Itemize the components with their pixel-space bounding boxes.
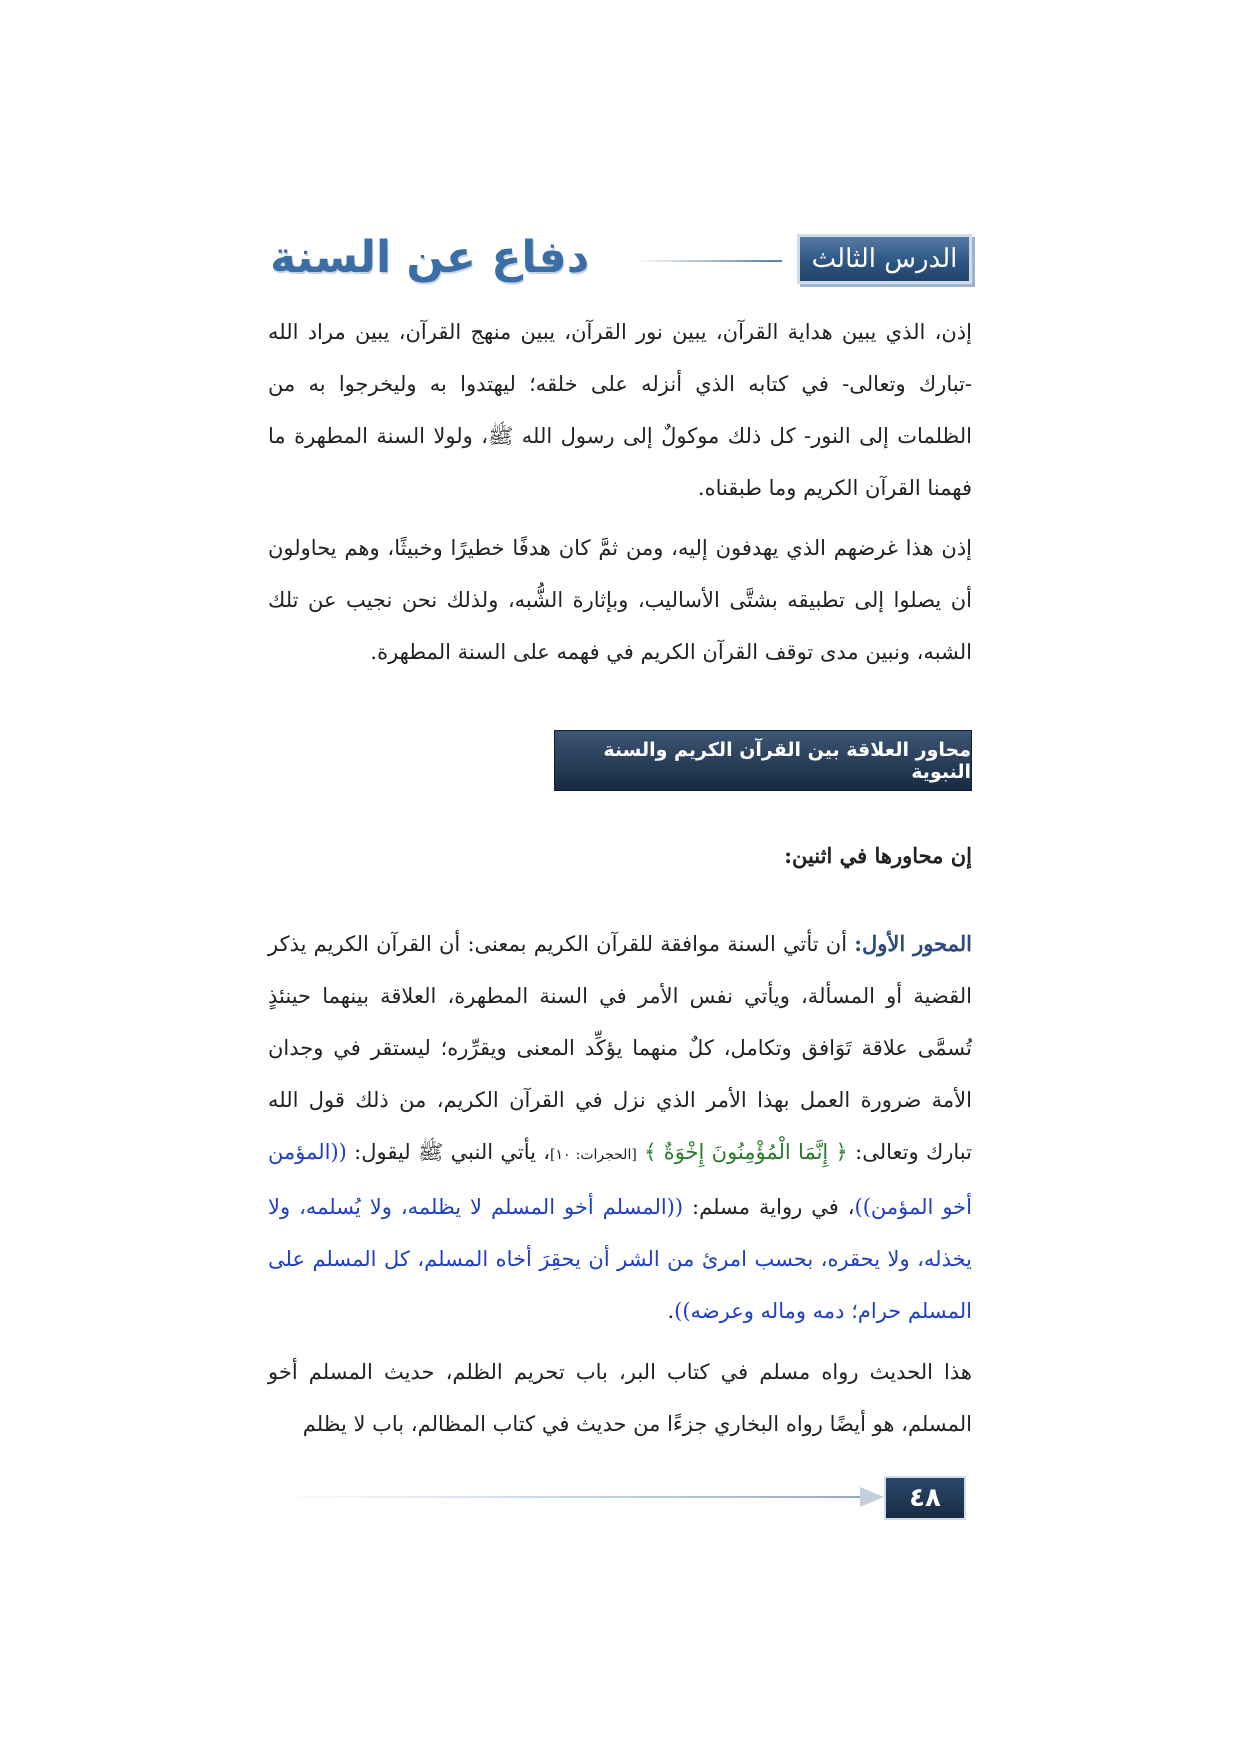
paragraph-4: هذا الحديث رواه مسلم في كتاب البر، باب تحريم الظلم، حديث المسلم أخو المسلم، هو أيضًا رواه البخاري جزءًا من حديث في كتاب المظالم، باب لا يظلم	[268, 1360, 972, 1436]
paragraph-axis-one	[268, 918, 972, 1337]
axis-one-label: المحور الأول:	[854, 931, 972, 956]
hadith-quote-2: ((المسلم أخو المسلم لا يظلمه، ولا يُسلمه، ولا يخذله، ولا يحقره، بحسب امرئ من الشر أن يحقِرَ أخاه المسلم، كل المسلم على المسلم حرام؛ دمه وماله وعرضه))	[268, 1195, 972, 1323]
paragraph-1: إذن، الذي يبين هداية القرآن، يبين نور القرآن، يبين منهج القرآن، يبين مراد الله -تبارك وتعالى- في كتابه الذي أنزله على خلقه؛ ليهتدوا به وليخرجوا به من الظلمات إلى النور- كل ذلك موكولٌ إلى رسول الله ﷺ، ولولا السنة المطهرة ما فهمنا القرآن الكريم وما طبقناه.	[268, 320, 972, 500]
axis-one-text-1: أن تأتي السنة موافقة للقرآن الكريم بمعنى: أن القرآن الكريم يذكر القضية أو المسألة، ويأتي نفس الأمر في السنة المطهرة، العلاقة بينهما حينئذٍ تُسمَّى علاقة تَوَافق وتكامل، كلٌ منهما يؤكِّد المعنى ويقرِّره؛ ليستقر في وجدان الأمة ضرورة العمل بهذا الأمر الذي نزل في القرآن الكريم، من ذلك قول الله تبارك وتعالى:	[268, 932, 972, 1164]
axis-one-text-3: ، في رواية مسلم:	[692, 1195, 855, 1219]
lesson-label: الدرس الثالث	[797, 234, 972, 284]
subheading: إن محاورها في اثنين:	[784, 843, 972, 868]
axis-one-text-4: .	[667, 1299, 675, 1323]
footer-wedge	[860, 1487, 884, 1507]
hadith-quote-1: ((المؤمن أخو المؤمن))	[268, 1140, 972, 1219]
page-header	[270, 232, 972, 288]
page-title: دفاع عن السنة	[270, 232, 590, 283]
page-number: ٤٨	[884, 1476, 966, 1520]
section-heading-banner: محاور العلاقة بين القرآن الكريم والسنة النبوية	[555, 731, 971, 790]
header-divider	[632, 260, 782, 262]
quran-verse: ﴿ إِنَّمَا الْمُؤْمِنُونَ إِخْوَةٌ ﴾	[644, 1140, 848, 1164]
axis-one-text-2: ، يأتي النبي ﷺ ليقول:	[354, 1140, 551, 1164]
quran-reference: [الحجرات: ١٠]	[550, 1147, 637, 1163]
footer-divider	[275, 1496, 880, 1498]
paragraph-2: إذن هذا غرضهم الذي يهدفون إليه، ومن ثمَّ كان هدفًا خطيرًا وخبيثًا، وهم يحاولون أن يصلوا إلى تطبيقه بشتَّى الأساليب، وبإثارة الشُّبه، ولذلك نحن نجيب عن تلك الشبه، ونبين مدى توقف القرآن الكريم في فهمه على السنة المطهرة.	[268, 536, 972, 664]
